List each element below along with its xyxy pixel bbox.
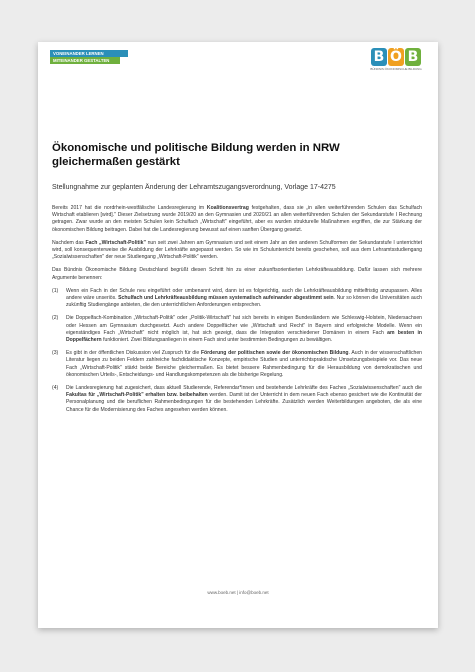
argument-item <box>52 315 422 344</box>
bold-text-run: Schulfach und Lehrkräfteausbildung müssen systematisch aufeinander abgestimmt sein <box>118 295 334 302</box>
bold-text-run: Fach „Wirtschaft-Politik" <box>85 239 146 246</box>
argument-number: (1) <box>52 287 59 294</box>
text-run: Wenn ein Fach in der Schule neu eingeführt oder umbenannt wird, dann ist es folgerichtig, auch die Lehrkräfteausbildung mittelfristig anzupassen. Alles andere wäre unseriös. <box>66 287 422 302</box>
argument-number: (4) <box>52 385 59 392</box>
argument-text <box>66 350 422 379</box>
text-run: Nachdem das <box>52 239 86 246</box>
logo-line-1: VONEINANDER LERNEN <box>50 50 128 57</box>
argument-item <box>52 385 422 414</box>
document-subtitle: Stellungnahme zur geplanten Änderung der Lehramtszugangsverordnung, Vorlage 17-4275 <box>52 184 336 191</box>
argument-text <box>66 385 422 414</box>
logo-letter-b: B <box>371 48 387 66</box>
argument-item <box>52 350 422 379</box>
text-run: Die Landesregierung hat zugesichert, dass aktuell Studierende, Referendar*innen und bestehende Lehrkräfte des Faches „Sozialwissenschaften" auch die <box>66 385 422 392</box>
argument-text <box>66 315 422 344</box>
intro-paragraph-2 <box>52 240 422 262</box>
boeb-logo <box>367 48 425 71</box>
text-run: nun seit zwei Jahren am Gymnasium und seit einem Jahr an den anderen Schulformen der Sekundarstufe I unterrichtet wird, soll konsequenterweise die Ausbildung der Lehrkräfte angepasst werden. So wie im Schulunterricht bereits geschehen, soll aus dem Lehramtsstudiengang „Sozialwissenschaften" der neue Studiengang „Wirtschaft-Politik" werden. <box>52 239 423 261</box>
intro-paragraph-1 <box>52 205 422 234</box>
bold-text-run: Koalitionsvertrag <box>206 205 249 211</box>
logo-letter-b: B <box>405 48 421 66</box>
bold-text-run: am besten in Doppelfächern <box>66 329 423 344</box>
text-run: werden. Damit ist der Unterricht in dem neuen Fach ebenso gesichert wie die Kontinuität der Personalplanung und die beruflichen Rahmenbedingungen für die bestehenden Lehrkräfte. Zusätzlich werden Weiterbildungen angeboten, die als eine Chance für die Modernisierung des Faches angesehen werden können. <box>66 392 422 413</box>
text-run: festgehalten, dass sie „in allen weiterführenden Schulen das Schulfach Wirtschaft etablieren [wird]." Dieser Zielsetzung wurde 2019/20 an den Gymnasien und 2020/21 an allen weiterführenden Schulen der Sekundarstufe I Rechnung getragen. Zwar wurde an den meisten Schulen kein Schulfach „Wirtschaft" eingeführt, aber es wurden strukturelle Maßnahmen ergriffen, die zur Stärkung der ökonomischen Bildung beitragen. Dabei hat die Landesregierung bewusst auf einen sanften Übergang gesetzt. <box>52 205 422 233</box>
document-title: Ökonomische und politische Bildung werden in NRW gleichermaßen gestärkt <box>52 142 340 168</box>
logo-letter-oe: Ö <box>388 48 404 66</box>
document-body <box>52 205 422 420</box>
argument-number: (3) <box>52 350 59 357</box>
argument-text <box>66 288 422 310</box>
logo-subline: BÜNDNIS ÖKONOMISCHE BILDUNG <box>370 67 422 71</box>
text-run: . Auch in der wissenschaftlichen Literatur liegen zu beiden Feldern zahlreiche fachdidaktische Konzepte, empirische Studien und unterrichtspraktische Umsetzungsbeispiele vor. Das neue Fach „Wirtschaft-Politik" stärkt beide Bereiche gleichermaßen. Es bietet bessere Rahmenbedingung für die Herausbildung von demokratischen und ökonomischen Urteils-, Entscheidungs- und Handlungskompetenzen als die bisherige Regelung. <box>66 350 422 378</box>
argument-item <box>52 288 422 310</box>
voneinander-lernen-logo <box>50 50 128 64</box>
text-run: Bereits 2017 hat die nordrhein-westfälische Landesregierung im <box>52 205 207 211</box>
logo-line-2: MITEINANDER GESTALTEN <box>50 57 120 64</box>
text-run: Das Bündnis Ökonomische Bildung Deutschland begrüßt diesen Schritt hin zu einer zukunftsorientierten Lehrkräfteausbildung. Dafür lassen sich mehrere Argumente benennen: <box>52 267 422 281</box>
document-footer: www.boeb.net | info@boeb.net <box>207 590 269 595</box>
bold-text-run: Fakultas für „Wirtschaft-Politik" erhalten bzw. beibehalten <box>66 392 208 399</box>
text-run: funktioniert. Zwei Bildungsanliegen in einem Fach sind unter bestimmten Bedingungen zu bewältigen. <box>101 337 333 344</box>
text-run: Es gibt in der öffentlichen Diskussion viel Zuspruch für die <box>66 350 201 357</box>
text-run: . Nur so können die Universitäten auch zukünftig Studiengänge anbieten, die den unterrichtlichen Anforderungen entsprechen. <box>66 295 422 309</box>
argument-number: (2) <box>52 315 59 322</box>
bold-text-run: Förderung der politischen sowie der ökonomischen Bildung <box>200 350 349 357</box>
text-run: Die Doppelfach-Kombination „Wirtschaft-Politik" oder „Politik-Wirtschaft" hat sich bereits in einigen Bundesländern wie Schleswig-Holstein, Niedersachsen oder Hessen am Gymnasium durchgesetzt. Auch andere Doppelfächer wie „Wirtschaft und Recht" in Bayern sind erfolgreiche Modelle. Wenn ein eigenständiges Fach „Wirtschaft" nicht möglich ist, hat sich gezeigt, dass die Integration verschiedener Domänen in einem Fach <box>66 315 422 336</box>
intro-paragraph-3 <box>52 267 422 281</box>
